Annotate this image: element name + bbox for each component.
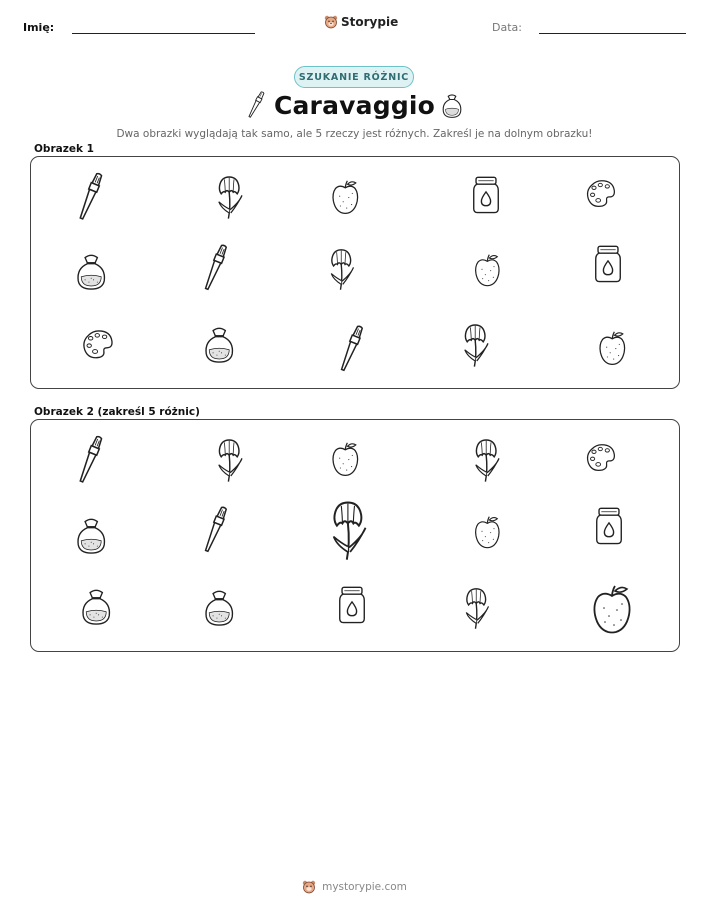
- picture-2-label: Obrazek 2 (zakreśl 5 różnic): [34, 406, 200, 418]
- apple-icon: [468, 252, 508, 292]
- flower-icon: [324, 246, 360, 292]
- apple-icon: [592, 329, 634, 371]
- pouch-icon: [73, 253, 111, 299]
- paint-jar-icon[interactable]: [590, 506, 628, 552]
- activity-badge: SZUKANIE RÓŻNIC: [294, 66, 414, 88]
- footer: [0, 880, 709, 894]
- brush-icon[interactable]: [198, 505, 234, 555]
- bear-logo-icon: [302, 880, 316, 894]
- brush-icon: [73, 171, 109, 223]
- footer-url: mystorypie.com: [322, 881, 407, 893]
- name-line[interactable]: [72, 33, 255, 34]
- apple-icon[interactable]: [468, 514, 508, 554]
- apple-icon: [326, 178, 366, 220]
- palette-icon: [73, 328, 123, 372]
- flower-icon: [208, 173, 252, 221]
- brush-icon[interactable]: [73, 434, 109, 486]
- paint-jar-icon: [588, 244, 628, 290]
- palette-icon[interactable]: [578, 442, 624, 484]
- picture-1-label: Obrazek 1: [34, 143, 94, 155]
- name-label: Imię:: [23, 21, 55, 34]
- flower-icon[interactable]: [208, 436, 252, 484]
- pouch-icon: [200, 326, 240, 372]
- instruction-text: Dwa obrazki wyglądają tak samo, ale 5 rzeczy jest różnych. Zakreśl je na dolnym obrazku!: [116, 128, 593, 140]
- date-line[interactable]: [539, 33, 686, 34]
- bear-logo-icon: [324, 15, 338, 29]
- page-title: Caravaggio: [273, 91, 436, 120]
- pouch-icon[interactable]: [78, 588, 116, 634]
- title-pouch-icon: [441, 93, 463, 123]
- brush-icon: [198, 243, 234, 293]
- paint-jar-icon[interactable]: [332, 585, 372, 631]
- pouch-icon[interactable]: [200, 589, 240, 635]
- apple-icon[interactable]: [326, 440, 366, 482]
- flower-icon[interactable]: [320, 497, 378, 563]
- brand-logo: [324, 15, 398, 29]
- flower-icon[interactable]: [466, 436, 508, 484]
- brush-icon: [334, 324, 370, 374]
- date-label: Data:: [492, 21, 522, 34]
- pouch-icon[interactable]: [73, 517, 111, 563]
- flower-icon: [456, 321, 496, 369]
- brand-name: Storypie: [341, 15, 399, 29]
- flower-icon[interactable]: [458, 585, 496, 631]
- apple-icon[interactable]: [584, 582, 642, 642]
- palette-icon: [578, 178, 624, 220]
- paint-jar-icon: [466, 175, 506, 221]
